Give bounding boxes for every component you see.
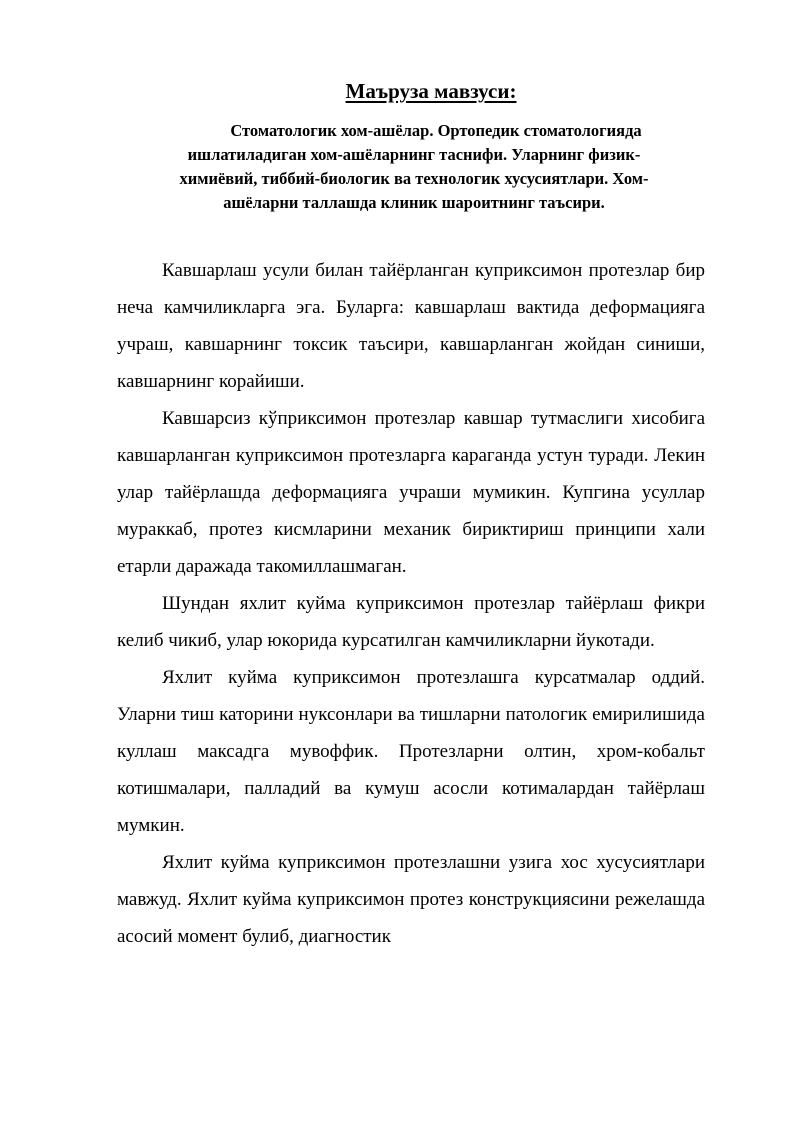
paragraph: Яхлит куйма куприксимон протезлашга курсатмалар оддий. Уларни тиш каторини нуксонлари ва тишларни патологик емирилишида куллаш максадга мувоффик. Протезларни олтин, хром-кобальт котишмалари, палладий ва кумуш асосли котималардан тайёрлаш мумкин. [117,667,705,836]
lecture-title: Маъруза мавзуси: [345,79,517,103]
body-text [117,252,705,955]
paragraph: Кавшарсиз кўприксимон протезлар кавшар тутмаслиги хисобига кавшарланган куприксимон протезларга караганда устун туради. Лекин улар тайёрлашда деформацияга учраши мумикин. Купгина усуллар мураккаб, протез кисмларини механик бириктириш принципи хали етарли даражада такомиллашмаган. [117,408,705,577]
lecture-subtitle [118,119,710,215]
subtitle-line: ишлатиладиган хом-ашёларнинг таснифи. Уларнинг физик- [187,145,641,164]
subtitle-line: Стоматологик хом-ашёлар. Ортопедик стоматологияда [230,121,642,140]
subtitle-line: ашёларни таллашда клиник шароитнинг таъсири. [223,193,605,212]
paragraph: Яхлит куйма куприксимон протезлашни узига хос хусусиятлари мавжуд. Яхлит куйма куприксимон протез конструкциясини режелашда асосий момент булиб, диагностик [117,852,705,947]
paragraph: Кавшарлаш усули билан тайёрланган куприксимон протезлар бир неча камчиликларга эга. Буларга: кавшарлаш вактида деформацияга учраш, кавшарнинг токсик таъсири, кавшарланган жойдан синиши, кавшарнинг корайиши. [117,260,705,392]
paragraph: Шундан яхлит куйма куприксимон протезлар тайёрлаш фикри келиб чикиб, улар юкорида курсатилган камчиликларни йукотади. [117,593,705,651]
subtitle-line: химиёвий, тиббий-биологик ва технологик хусусиятлари. Хом- [179,169,649,188]
